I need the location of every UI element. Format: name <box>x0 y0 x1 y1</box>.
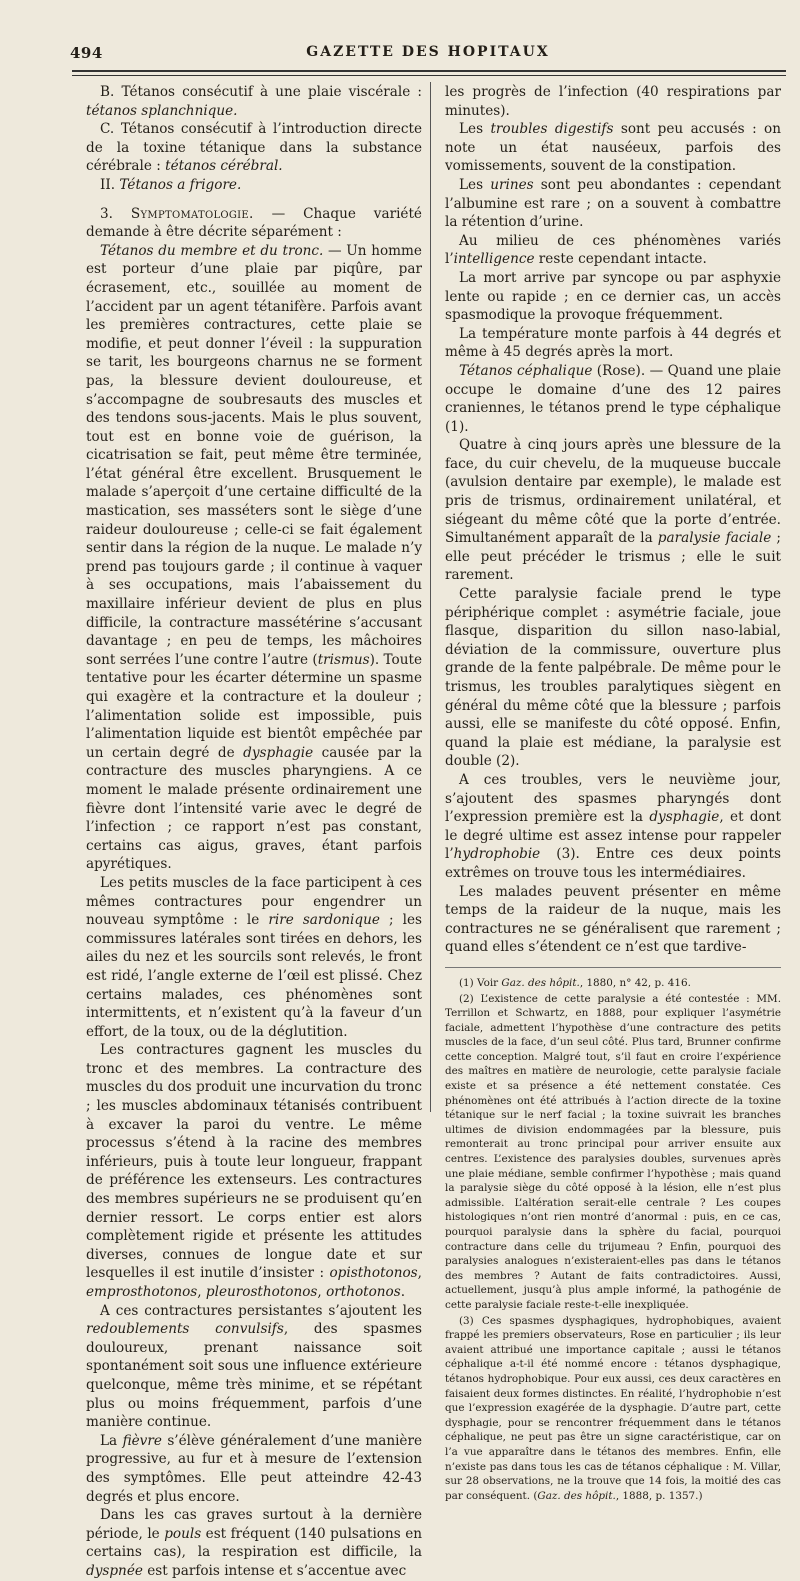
paragraph: Dans les cas graves surtout à la dernière période, le pouls est fréquent (140 pulsations en certains cas), la respiration est difficile, la dyspnée est parfois intense et s’accentue avec <box>86 1507 422 1579</box>
footnote-2: (2) L’existence de cette paralysie a été contestée : MM. Terrillon et Schwartz, en 1888, pour expliquer l’asymétrie faciale, admettent l’hypothèse d’une contracture des petits muscles de la face, d’un seul côté. Plus tard, Brunner confirme cette conception. Malgré tout, s’il faut en croire l’expérience des maîtres en matière de neurologie, cette paralysie faciale existe et sa présence a été nettement constatée. Ces phénomènes ont été attribués à l’action directe de la toxine tétanique sur le nerf facial ; la toxine suivrait les branches ultimes de division endommagées par la blessure, puis remonterait au tronc principal pour arriver ensuite aux centres. L’existence des paralysies doubles, survenues après une plaie médiane, semble confirmer l’hypothèse ; mais quand la paralysie siège du côté opposé à la lésion, elle n’est plus admissible. L’altération serait-elle centrale ? Les coupes histologiques n’ont rien montré d’anormal : puis, en ce cas, pourquoi paralysie dans la sphère du facial, pourquoi contracture dans celle du trijumeau ? Enfin, pourquoi des paralysies analogues n’existeraient-elles pas dans le tétanos des membres ? Autant de faits contradictoires. Aussi, actuellement, jusqu’à plus ample informé, la pathogénie de cette paralysie faciale reste-t-elle inexpliquée. <box>445 992 781 1311</box>
paragraph: Quatre à cinq jours après une blessure de la face, du cuir chevelu, de la muqueuse buccale (avulsion dentaire par exemple), le malade est pris de trismus, ordinairement unilatéral, et siégeant du même côté que la porte d’entrée. Simultanément apparaît de la paralysie faciale ; elle peut précéder le trismus ; elle le suit rarement. <box>445 437 781 584</box>
paragraph: Les malades peuvent présenter en même temps de la raideur de la nuque, mais les contractures ne se généralisent que rarement ; quand elles s’étendent ce n’est que tardive- <box>445 883 781 956</box>
paragraph: Les contractures gagnent les muscles du tronc et des membres. La contracture des muscles du dos produit une incurvation du tronc ; les muscles abdominaux tétanisés contribuent à excaver la paroi du ventre. Le même processus s’étend à la racine des membres inférieurs, puis à toute leur longueur, frappant de préférence les extenseurs. Les contractures des membres supérieurs ne se produisent qu’en dernier ressort. Le corps entier est alors complètement rigide et présente les attitudes diverses, connues de longue date et sur lesquelles il est inutile d’insister : opisthotonos, emprosthotonos, pleurosthotonos, orthotonos. <box>86 1042 422 1300</box>
paragraph: les progrès de l’infection (40 respirations par minutes). <box>445 84 781 119</box>
header-rule <box>72 70 786 72</box>
paragraph: II. Tétanos a frigore. <box>100 176 242 193</box>
subsection-title: Tétanos du membre et du tronc. <box>100 242 324 259</box>
journal-title: GAZETTE DES HOPITAUX <box>306 44 550 60</box>
paragraph: Les petits muscles de la face participent à ces mêmes contractures pour engendrer un nouveau symptôme : le rire sardonique ; les commissures latérales sont tirées en dehors, les ailes du nez et les sourcils sont relevés, le front est ridé, l’angle externe de l’œil est plissé. Chez certains malades, ces phénomènes sont intermittents, et n’existent qu’à la faveur d’un effort, de la toux, ou de la déglutition. <box>86 874 422 1040</box>
footnote-3: (3) Ces spasmes dysphagiques, hydrophobiques, avaient frappé les premiers observateurs, Rose en particulier ; ils leur avaient attribué une importance capitale ; aussi le tétanos céphalique a-t-il été nommé encore : tétanos dysphagique, tétanos hydrophobique. Pour eux aussi, ces deux caractères en faisaient deux formes distinctes. En réalité, l’hydrophobie n’est que l’expression exagérée de la dysphagie. D’autre part, cette dysphagie, pour se rencontrer fréquemment dans le tétanos céphalique, ne peut pas être un signe caractéristique, car on l’a vue apparaître dans le tétanos des membres. Enfin, elle n’existe pas dans tous les cas de tétanos céphalique : M. Villar, sur 28 observations, ne la trouve que 14 fois, la moitié des cas par conséquent. (Gaz. des hôpit., 1888, p. 1357.) <box>445 1314 781 1502</box>
paragraph: A ces troubles, vers le neuvième jour, s’ajoutent des spasmes pharyngés dont l’expression première est la dysphagie, et dont le degré ultime est assez intense pour rappeler l’hydrophobie (3). Entre ces deux points extrêmes on trouve tous les intermédiaires. <box>445 771 782 881</box>
running-header <box>70 44 786 64</box>
paragraph: Les urines sont peu abondantes : cependant l’albumine est rare ; on a souvent à combattre la rétention d’urine. <box>445 176 781 231</box>
section-heading-paragraph: 3. Symptomatologie. — Chaque variété demande à être décrite séparément : <box>86 205 422 241</box>
paragraph: C. Tétanos consécutif à l’introduction directe de la toxine tétanique dans la substance cérébrale : tétanos cérébral. <box>86 121 422 175</box>
column-divider <box>430 82 431 1112</box>
section-title: Symptomatologie. <box>130 205 254 222</box>
paragraph: La température monte parfois à 44 degrés et même à 45 degrés après la mort. <box>445 325 781 361</box>
footnote-divider <box>445 967 781 968</box>
paragraph: La mort arrive par syncope ou par asphyxie lente ou rapide ; en ce dernier cas, un accès spasmodique la provoque fréquemment. <box>445 269 781 324</box>
header-rule-thin <box>72 75 786 76</box>
paragraph: A ces contractures persistantes s’ajoutent les redoublements convulsifs, des spasmes douloureux, prenant naissance soit spontanément soit sous une influence extérieure quelconque, même très minime, et se répétant plus ou moins fréquemment, parfois d’une manière continue. <box>86 1302 422 1431</box>
right-column <box>445 83 781 1503</box>
paragraph: Les troubles digestifs sont peu accusés : on note un état nauséeux, parfois des vomissements, souvent de la constipation. <box>445 121 781 175</box>
paragraph: Tétanos du membre et du tronc. — Un homme est porteur d’une plaie par piqûre, par écrasement, etc., souillée au moment de l’accident par un agent tétanifère. Parfois avant les premières contractures, cette plaie se modifie, et peut donner l’éveil : la suppuration se tarit, les bourgeons charnus ne se forment pas, la blessure devient douloureuse, et s’accompagne de soubresauts des muscles et des tendons sous-jacents. Mais le plus souvent, tout est en bonne voie de guérison, la cicatrisation se fait, peut même être terminée, l’état général être excellent. Brusquement le malade s’aperçoit d’une certaine difficulté de la mastication, ses masséters sont le siège d’une raideur douloureuse ; celle-ci se fait également sentir dans la région de la nuque. Le malade n’y prend pas toujours garde ; il continue à vaquer à ses occupations, mais l’abaissement du maxillaire inférieur devient de plus en plus difficile, la contracture massétérine s’accusant davantage ; en peu de temps, les mâchoires sont serrées l’une contre l’autre (trismus). Toute tentative pour les écarter détermine un spasme qui exagère et la contracture et la douleur ; l’alimentation solide est impossible, puis l’alimentation liquide est bientôt empêchée par un certain degré de dysphagie causée par la contracture des muscles pharyngiens. A ce moment le malade présente ordinairement une fièvre dont l’intensité varie avec le degré de l’infection ; ce rapport n’est pas constant, certains cas aigus, graves, étant parfois apyrétiques. <box>86 242 422 873</box>
paragraph: Tétanos céphalique (Rose). — Quand une plaie occupe le domaine d’une des 12 paires craniennes, le tétanos prend le type céphalique (1). <box>445 362 781 435</box>
subsection-title: Tétanos céphalique <box>459 362 593 379</box>
footnote-1: (1) Voir Gaz. des hôpit., 1880, n° 42, p. 416. <box>459 976 691 989</box>
paragraph: Au milieu de ces phénomènes variés l’intelligence reste cependant intacte. <box>445 232 781 268</box>
paragraph: La fièvre s’élève généralement d’une manière progressive, au fur et à mesure de l’extension des symptômes. Elle peut atteindre 42-43 degrés et plus encore. <box>86 1432 423 1505</box>
paragraph: Cette paralysie faciale prend le type périphérique complet : asymétrie faciale, joue flasque, disparition du sillon naso-labial, déviation de la commissure, ouverture plus grande de la fente palpébrale. De même pour le trismus, les troubles paralytiques siègent en général du même côté que la blessure ; parfois aussi, elle se manifeste du côté opposé. Enfin, quand la plaie est médiane, la paralysie est double (2). <box>445 586 781 770</box>
left-column <box>86 83 422 1581</box>
paragraph: B. Tétanos consécutif à une plaie viscérale : tétanos splanchnique. <box>86 84 422 119</box>
page-number: 494 <box>70 44 103 62</box>
